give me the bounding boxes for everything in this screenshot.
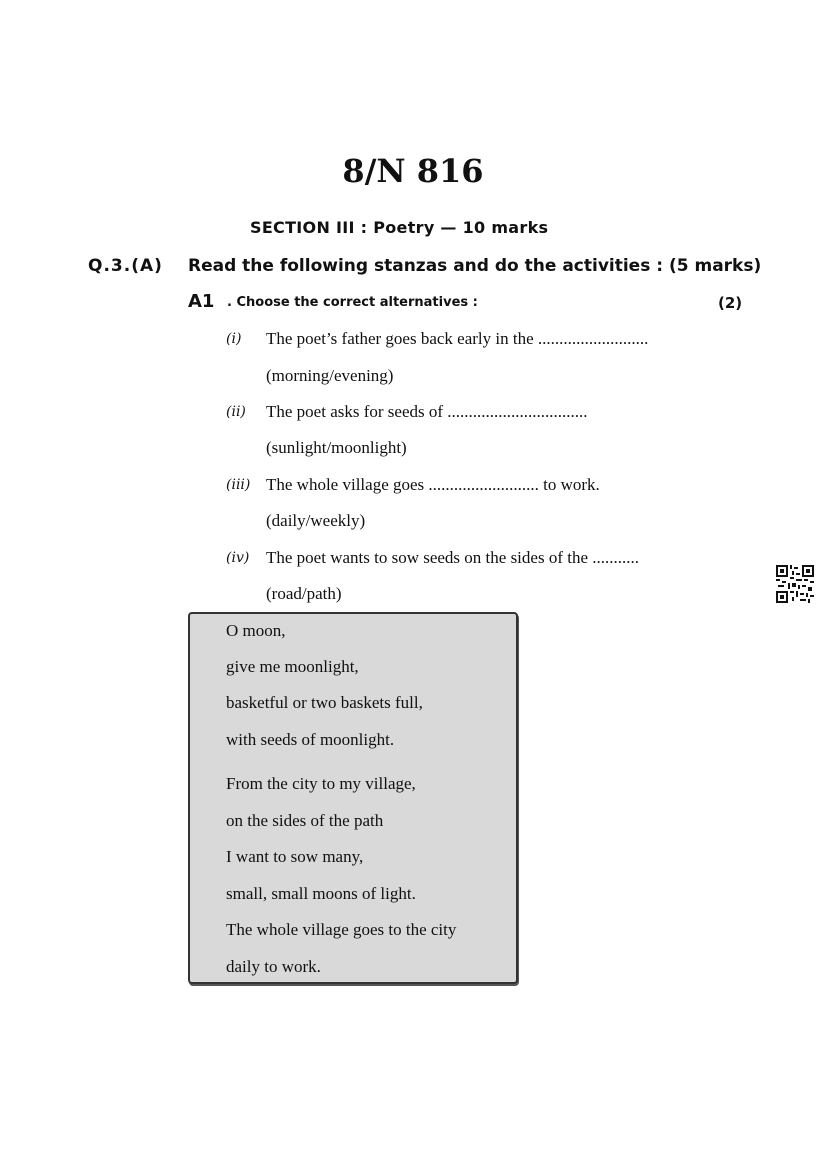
item-options: (morning/evening) (266, 366, 394, 385)
stanza-line: with seeds of moonlight. (226, 730, 395, 749)
item-roman: (iv) (226, 550, 250, 566)
qr-code-icon (776, 565, 814, 603)
stanza-line: From the city to my village, (226, 774, 416, 793)
activity-marks: (2) (718, 294, 743, 312)
activity-label: A1 (188, 291, 215, 312)
item-roman: (iii) (226, 477, 251, 493)
item-options: (daily/weekly) (266, 511, 366, 530)
paper-code: 8/N 816 (342, 152, 484, 190)
item-text: The poet’s father goes back early in the .......................... (266, 329, 649, 348)
item-text: The poet asks for seeds of ................................. (266, 402, 588, 421)
stanza-line: The whole village goes to the city (226, 920, 457, 939)
item-roman: (ii) (226, 404, 246, 420)
stanza-line: O moon, (226, 621, 286, 640)
question-text: Read the following stanzas and do the activities : (5 marks) (188, 256, 762, 276)
item-text: The poet wants to sow seeds on the sides of the ........... (266, 548, 639, 567)
item-options: (road/path) (266, 584, 342, 603)
section-title: SECTION III : Poetry — 10 marks (250, 218, 549, 237)
stanza-line: basketful or two baskets full, (226, 693, 423, 712)
activity-instruction: . Choose the correct alternatives : (227, 295, 478, 310)
stanza-line: I want to sow many, (226, 847, 364, 866)
item-text: The whole village goes .......................... to work. (266, 475, 600, 494)
stanza-line: small, small moons of light. (226, 884, 416, 903)
stanza-line: on the sides of the path (226, 811, 384, 830)
item-options: (sunlight/moonlight) (266, 438, 407, 457)
stanza-line: daily to work. (226, 957, 321, 976)
question-number: Q.3.(A) (88, 256, 163, 276)
item-roman: (i) (226, 331, 242, 347)
stanza-line: give me moonlight, (226, 657, 359, 676)
